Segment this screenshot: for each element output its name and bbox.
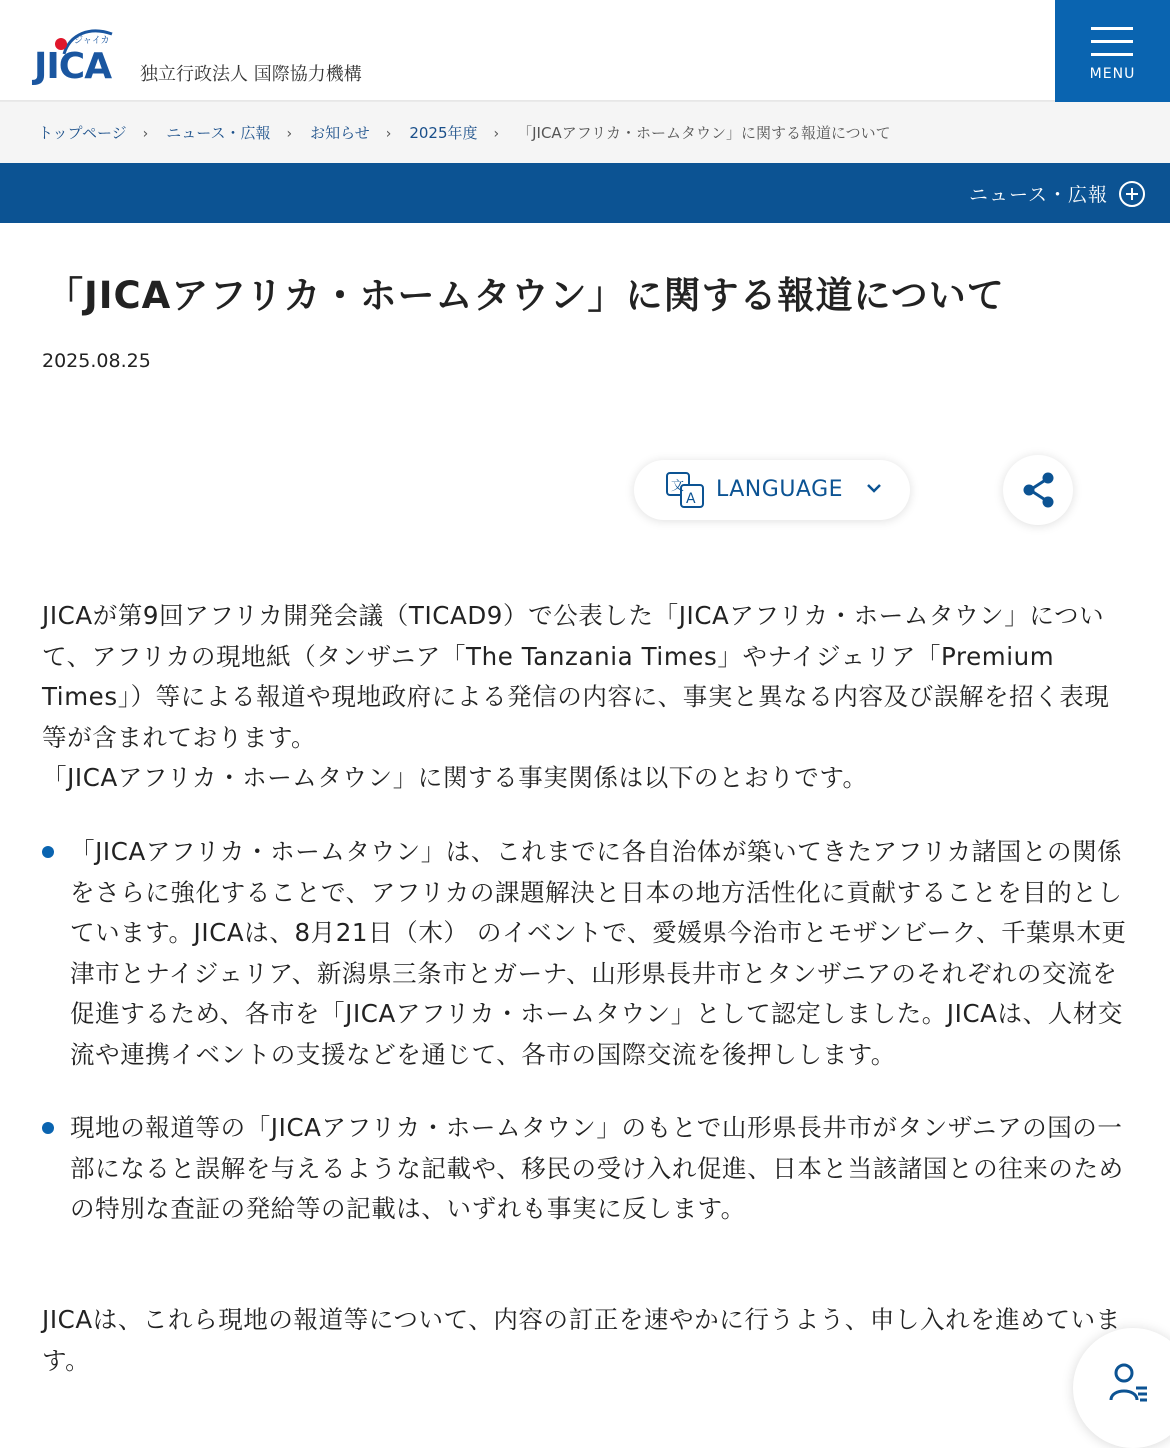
closing-paragraph: JICAは、これら現地の報道等について、内容の訂正を速やかに行うよう、申し入れを進めています。 [42,1305,1121,1375]
breadcrumb-item-year[interactable]: 2025年度 [409,124,478,142]
intro-text-2: 「JICAアフリカ・ホームタウン」に関する事実関係は以下のとおりです。 [42,763,868,792]
logo-kana: ジャイカ [74,36,110,46]
list-item-text: 現地の報道等の「JICAアフリカ・ホームタウン」のもとで山形県長井市がタンザニアの国の一部になると誤解を与えるような記載や、移民の受け入れ促進、日本と当該諸国との往来のための特別な査証の発給等の記載は、いずれも事実に反します。 [70,1113,1124,1223]
translate-icon [666,472,704,508]
org-name: 独立行政法人 国際協力機構 [140,64,362,85]
site-header [0,0,1170,102]
logo-text: JICA [34,46,112,87]
intro-paragraph [42,596,1127,799]
intro-text-1: JICAが第9回アフリカ開発会議（TICAD9）で公表した「JICAアフリカ・ホームタウン」について、アフリカの現地紙（タンザニア「The Tanzania Times」やナイジェリア「Premium Times」）等による報道や現地政府による発信の内容に、事実と異なる内容及び誤解を招く表現等が含まれております。 [42,601,1110,752]
fact-list [42,832,1132,1263]
share-button[interactable] [1003,455,1073,525]
jica-logo[interactable] [30,20,120,90]
language-button[interactable] [634,460,910,520]
breadcrumb [0,102,1170,163]
person-settings-icon [1109,1362,1149,1404]
breadcrumb-item-notices[interactable]: お知らせ [310,124,370,142]
share-icon [1021,471,1057,509]
chevron-right-icon: › [493,126,500,142]
breadcrumb-item-top[interactable]: トップページ [38,124,127,142]
menu-label: MENU [1089,66,1136,82]
plus-circle-icon[interactable] [1119,181,1145,207]
svg-text:A: A [686,491,696,507]
breadcrumb-item-news[interactable]: ニュース・広報 [166,124,271,142]
chevron-right-icon: › [385,126,392,142]
chevron-right-icon: › [142,126,149,142]
menu-button[interactable] [1055,0,1170,102]
list-item-text: 「JICAアフリカ・ホームタウン」は、これまでに各自治体が築いてきたアフリカ諸国との関係をさらに強化することで、アフリカの課題解決と日本の地方活性化に貢献することを目的としています。JICAは、8月21日（木） のイベントで、愛媛県今治市とモザンビーク、千葉県木更津市とナイジェリア、新潟県三条市とガーナ、山形県長井市とタンザニアのそれぞれの交流を促進するため、各市を「JICAアフリカ・ホームタウン」として認定しました。JICAは、人材交流や連携イベントの支援などを通じて、各市の国際交流を後押しします。 [70,837,1127,1069]
svg-text:文: 文 [671,479,685,494]
hamburger-icon [1091,27,1133,57]
breadcrumb-current: 「JICAアフリカ・ホームタウン」に関する報道について [517,124,891,142]
bullet-icon [42,846,54,858]
bullet-icon [42,1122,54,1134]
language-label: LANGUAGE [716,477,844,502]
list-item [42,1108,1132,1230]
category-label: ニュース・広報 [968,184,1108,206]
chevron-right-icon: › [286,126,293,142]
page-title: 「JICAアフリカ・ホームタウン」に関する報道について [46,274,1005,317]
category-bar[interactable] [0,163,1170,223]
chevron-down-icon [866,482,882,494]
publish-date: 2025.08.25 [42,350,151,372]
list-item [42,832,1132,1075]
